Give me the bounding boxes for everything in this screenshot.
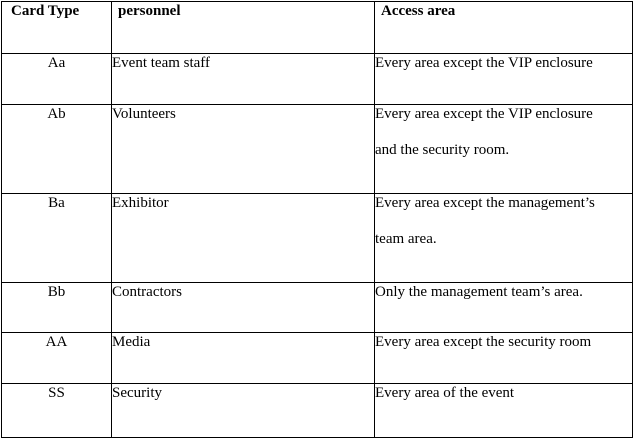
access-area-line: Every area of the event xyxy=(375,385,515,401)
access-area-line: Every area except the management’s xyxy=(375,195,595,211)
card-type-cell: Aa xyxy=(2,54,112,105)
personnel-cell: Exhibitor xyxy=(112,194,375,283)
header-access-area: Access area xyxy=(375,2,633,54)
personnel-cell: Event team staff xyxy=(112,54,375,105)
table-row xyxy=(2,105,633,194)
access-area-line: Every area except the VIP enclosure xyxy=(375,106,593,122)
table-row xyxy=(2,384,633,438)
table-row xyxy=(2,283,633,333)
card-type-cell: Ab xyxy=(2,105,112,194)
access-area-cell xyxy=(375,333,633,384)
table-row xyxy=(2,54,633,105)
access-area-line: Every area except the VIP enclosure xyxy=(375,55,593,71)
access-area-line: and the security room. xyxy=(375,142,510,158)
table-row xyxy=(2,333,633,384)
access-area-cell xyxy=(375,384,633,438)
header-personnel: personnel xyxy=(112,2,375,54)
table-header-row xyxy=(2,2,633,54)
header-card-type: Card Type xyxy=(2,2,112,54)
card-type-cell: SS xyxy=(2,384,112,438)
personnel-cell: Media xyxy=(112,333,375,384)
access-area-line: team area. xyxy=(375,231,437,247)
card-type-cell: Ba xyxy=(2,194,112,283)
access-area-cell xyxy=(375,194,633,283)
card-type-cell: AA xyxy=(2,333,112,384)
table-row xyxy=(2,194,633,283)
personnel-cell: Security xyxy=(112,384,375,438)
access-area-cell xyxy=(375,54,633,105)
access-area-cell xyxy=(375,105,633,194)
personnel-cell: Contractors xyxy=(112,283,375,333)
personnel-cell: Volunteers xyxy=(112,105,375,194)
access-card-table xyxy=(1,1,633,438)
access-area-line: Only the management team’s area. xyxy=(375,284,583,300)
access-area-cell xyxy=(375,283,633,333)
access-area-line: Every area except the security room xyxy=(375,334,592,350)
card-type-cell: Bb xyxy=(2,283,112,333)
